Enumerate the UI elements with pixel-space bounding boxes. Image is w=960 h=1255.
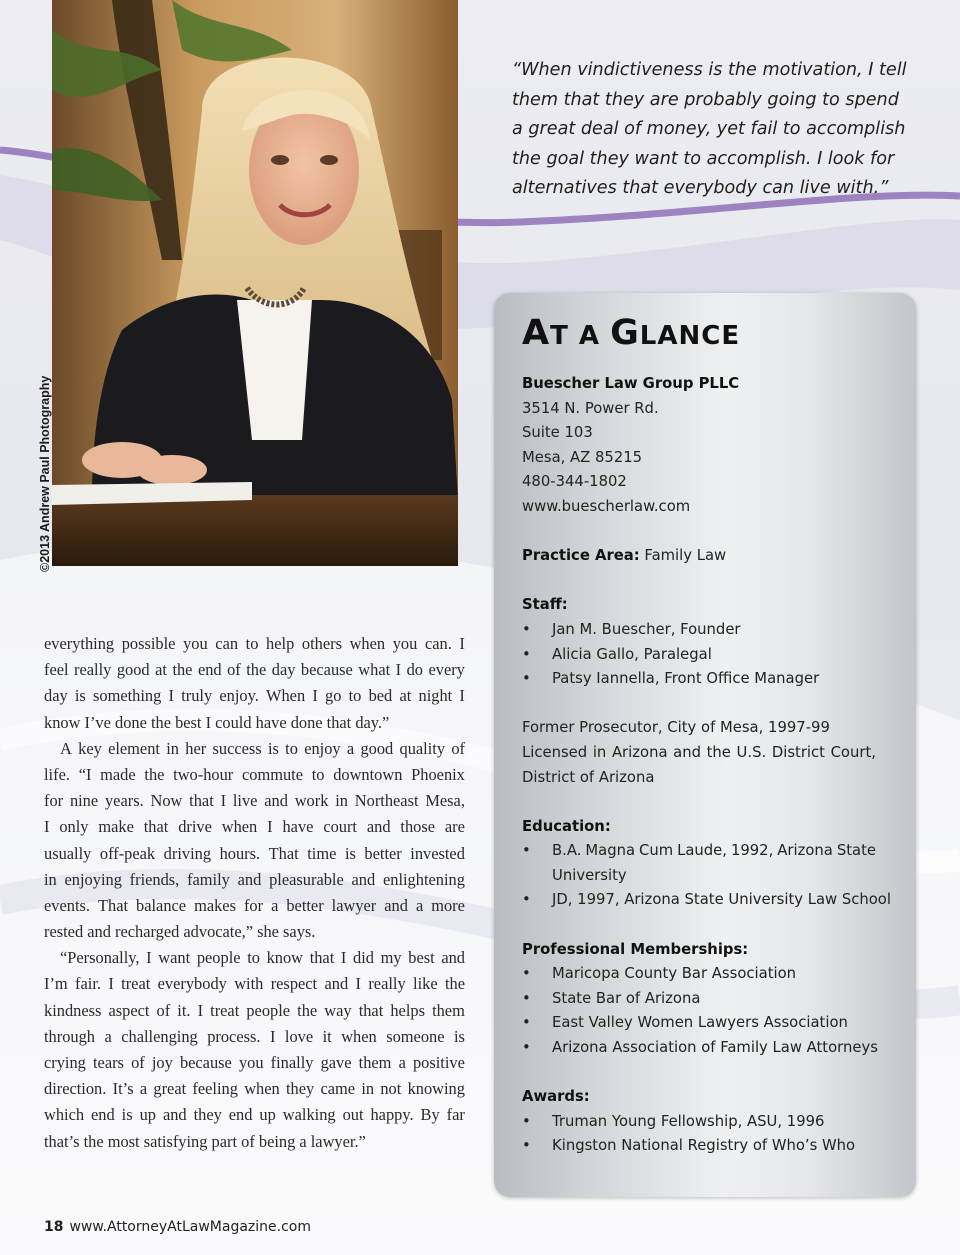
practice-area-label: Practice Area:: [522, 547, 640, 565]
word: treat: [210, 1000, 240, 1020]
word: of: [227, 660, 241, 680]
word: two-hour: [173, 764, 234, 784]
word: lawyer: [331, 895, 377, 915]
word: gave: [320, 1053, 352, 1072]
membership-item: Arizona Association of Family Law Attorneys: [552, 1039, 878, 1057]
word: and: [673, 743, 701, 761]
quote-line: them that they are probably going to spend: [512, 89, 899, 110]
word: bed: [368, 686, 393, 706]
word: Laude,: [677, 842, 727, 860]
word: feeling: [192, 1079, 238, 1099]
word: I: [197, 1000, 204, 1020]
word: can.: [424, 634, 452, 653]
word: to: [245, 634, 259, 653]
word: I: [146, 948, 152, 968]
word: good: [116, 660, 150, 680]
word: make: [98, 817, 134, 837]
word: for: [44, 791, 64, 811]
word: key: [78, 738, 102, 758]
word: Cum: [639, 842, 674, 860]
word: element: [108, 738, 160, 758]
word: because: [179, 1053, 232, 1072]
list-item-cont: [522, 864, 882, 889]
word: nine: [69, 791, 99, 811]
word: and: [384, 895, 408, 915]
word: life.: [44, 764, 70, 784]
word: Licensed: [522, 743, 588, 761]
word: challenging: [121, 1026, 198, 1046]
article-line: [44, 1050, 465, 1076]
word: U.S.: [736, 743, 767, 761]
word: that: [189, 791, 214, 811]
word: When: [266, 686, 306, 706]
word: what: [358, 660, 391, 680]
article-line: [44, 998, 465, 1024]
staff-item: Jan M. Buescher, Founder: [552, 620, 741, 638]
word: do: [406, 660, 423, 680]
article-line: know I’ve done the best I could have done that day.”: [44, 712, 390, 732]
word: “I: [78, 764, 92, 784]
word: I: [312, 686, 318, 706]
word: I: [459, 686, 465, 706]
word: downtown: [333, 764, 403, 784]
word: success: [212, 738, 262, 758]
word: of: [156, 1000, 171, 1020]
word: walking: [282, 1105, 336, 1125]
word: with: [234, 974, 264, 994]
practice-area-value: Family Law: [644, 547, 727, 565]
word: a: [415, 895, 424, 915]
word: By: [420, 1105, 440, 1125]
article-line: [44, 867, 465, 893]
word: way: [324, 1000, 352, 1020]
word: I: [395, 660, 402, 680]
word: is: [453, 1026, 465, 1046]
word: crying: [44, 1053, 86, 1072]
word: they: [193, 1105, 222, 1125]
word: and: [366, 817, 391, 837]
word: it: [322, 1026, 332, 1046]
list-item: • Patsy Iannella, Front Office Manager: [522, 670, 820, 688]
word: 1992,: [730, 842, 774, 860]
list-item: • Truman Young Fellowship, ASU, 1996: [522, 1112, 825, 1130]
word: family: [187, 869, 230, 889]
word: time: [307, 843, 337, 863]
word: people: [196, 948, 241, 968]
word: B.A.: [552, 842, 582, 860]
licensed-line: [522, 741, 876, 766]
glance-title: AT A GLANCE: [522, 313, 741, 353]
word: hours.: [219, 843, 261, 863]
licensed-line-cont: District of Arizona: [522, 768, 655, 786]
word: a: [139, 1079, 148, 1099]
quote-line: “When vindictiveness is the motivation, I tell: [512, 60, 907, 80]
word: fair.: [75, 974, 101, 994]
word: That: [268, 843, 299, 863]
word: the: [172, 660, 193, 680]
word: came: [320, 1079, 356, 1099]
word: positive: [412, 1053, 465, 1072]
word: in: [361, 1079, 375, 1099]
list-item: • East Valley Women Lawyers Association: [522, 1014, 848, 1032]
word: happy.: [370, 1105, 414, 1125]
word: and: [441, 948, 465, 968]
word: respect: [270, 974, 318, 994]
word: day: [44, 686, 68, 706]
word: driving: [163, 843, 212, 863]
membership-item: Maricopa County Bar Association: [552, 965, 797, 983]
word: at: [399, 686, 412, 706]
list-item: • Jan M. Buescher, Founder: [522, 620, 741, 638]
page-footer: [44, 1219, 311, 1235]
word: out: [342, 1105, 364, 1125]
article-line: [44, 945, 465, 971]
word: through: [44, 1026, 95, 1046]
prosecutor-line: Former Prosecutor, City of Mesa, 1997-99: [522, 719, 830, 737]
word: pleasurable: [269, 869, 344, 889]
education-label: Education:: [522, 817, 611, 835]
word: a: [398, 1053, 406, 1072]
word: is: [344, 843, 356, 863]
word: them: [358, 1053, 392, 1072]
word: “Personally,: [60, 948, 140, 968]
word: events.: [44, 895, 90, 915]
membership-item: East Valley Women Lawyers Association: [552, 1014, 848, 1032]
word: like: [413, 974, 438, 994]
education-item: [552, 839, 876, 864]
article-line: that’s the most satisfying part of being a lawyer.”: [44, 1131, 366, 1151]
word: end: [197, 660, 222, 680]
word: only: [59, 817, 89, 837]
phone-number: 480-344-1802: [522, 473, 627, 491]
word: every: [428, 660, 465, 680]
list-item: • Kingston National Registry of Who’s Who: [522, 1137, 856, 1155]
word: you: [183, 634, 208, 653]
word: finally: [270, 1053, 314, 1072]
word: not: [380, 1079, 402, 1099]
word: a: [271, 895, 279, 915]
word: and: [324, 974, 349, 994]
article-line: [44, 841, 465, 867]
article-line: [44, 814, 465, 840]
word: day: [271, 660, 296, 680]
word: in: [166, 738, 179, 758]
word: someone: [386, 1026, 445, 1046]
quote-line: a great deal of money, yet fail to accomplish: [512, 119, 906, 140]
article-line: [44, 1076, 465, 1102]
award-item: Truman Young Fellowship, ASU, 1996: [552, 1112, 825, 1130]
word: I: [340, 948, 347, 968]
word: those: [400, 817, 436, 837]
word: up: [139, 1105, 156, 1125]
word: makes: [194, 895, 236, 915]
word: because: [300, 660, 353, 680]
article-line: [44, 631, 465, 657]
word: when: [221, 817, 258, 837]
word: are: [444, 817, 465, 837]
word: direction.: [44, 1079, 107, 1099]
list-item: • JD, 1997, Arizona State University Law School: [522, 891, 891, 909]
staff-label: Staff:: [522, 596, 568, 614]
city-line: Mesa, AZ 85215: [522, 448, 643, 466]
word: A: [60, 738, 72, 758]
word: that: [358, 1000, 384, 1020]
word: made: [100, 764, 136, 784]
word: and: [237, 869, 262, 889]
article-line: [44, 762, 465, 788]
word: quality: [399, 738, 446, 758]
word: I: [168, 686, 174, 706]
word: commute: [241, 764, 303, 784]
word: love: [284, 1026, 314, 1046]
word: Phoenix: [411, 764, 465, 784]
quote-line: alternatives that everybody can live with.”: [512, 178, 889, 199]
word: more: [431, 895, 465, 915]
word: State: [836, 842, 876, 860]
word: her: [185, 738, 207, 758]
word: of: [131, 1053, 145, 1072]
address-line: Suite 103: [522, 424, 593, 442]
word: process.: [207, 1026, 261, 1046]
word: when: [349, 634, 386, 653]
word: years.: [104, 791, 144, 811]
education-item-cont: University: [552, 866, 627, 884]
word: I: [355, 974, 361, 994]
word: I: [44, 817, 50, 837]
word: enjoy.: [219, 686, 259, 706]
word: I: [108, 974, 114, 994]
word: want: [158, 948, 191, 968]
word: the: [444, 974, 465, 994]
word: really: [368, 974, 406, 994]
word: balance: [136, 895, 187, 915]
word: night: [418, 686, 453, 706]
article-line: [44, 1102, 465, 1128]
at-a-glance-box: [494, 293, 916, 1197]
word: enlightening: [382, 869, 465, 889]
quote-line: the goal they want to accomplish. I look for: [512, 148, 895, 169]
word: them: [432, 1000, 465, 1020]
word: is: [121, 1105, 133, 1125]
word: better: [286, 895, 324, 915]
word: It’s: [112, 1079, 134, 1099]
article-line: [44, 657, 465, 683]
glance-body: [522, 372, 891, 1159]
word: work: [294, 791, 329, 811]
word: invested: [410, 843, 465, 863]
award-item: Kingston National Registry of Who’s Who: [552, 1137, 856, 1155]
word: feel: [44, 660, 69, 680]
address-line: 3514 N. Power Rd.: [522, 399, 659, 417]
article-line: [44, 683, 465, 709]
word: knowing: [407, 1079, 465, 1099]
word: helps: [390, 1000, 425, 1020]
word: for: [243, 895, 264, 915]
word: others: [301, 634, 342, 653]
word: off-peak: [99, 843, 156, 863]
list-item: • State Bar of Arizona: [522, 989, 701, 1007]
word: enjoying: [64, 869, 122, 889]
word: court: [323, 817, 357, 837]
word: my: [380, 948, 402, 968]
staff-item: Alicia Gallo, Paralegal: [552, 645, 712, 663]
word: good: [360, 738, 394, 758]
word: far: [446, 1105, 465, 1125]
portrait-illustration: [52, 0, 458, 566]
word: Northeast: [354, 791, 419, 811]
word: the: [706, 743, 731, 761]
word: tears: [93, 1053, 124, 1072]
word: help: [266, 634, 295, 653]
word: have: [282, 817, 314, 837]
word: District: [771, 743, 825, 761]
word: Court,: [830, 743, 876, 761]
word: friends,: [129, 869, 180, 889]
article-line: [44, 736, 465, 762]
word: I: [220, 791, 227, 811]
word: go: [325, 686, 342, 706]
memberships-label: Professional Memberships:: [522, 940, 749, 958]
word: in: [592, 743, 607, 761]
list-item: • Alicia Gallo, Paralegal: [522, 645, 712, 663]
pull-quote: [512, 56, 922, 204]
word: of: [451, 738, 465, 758]
word: possible: [121, 634, 176, 653]
word: everything: [44, 634, 115, 653]
word: usually: [44, 843, 92, 863]
page-number: 18: [44, 1219, 64, 1235]
word: I: [267, 817, 273, 837]
article-line: [44, 971, 465, 997]
word: something: [93, 686, 162, 706]
word: that: [309, 948, 335, 968]
word: to: [348, 686, 362, 706]
word: the: [297, 1000, 318, 1020]
word: and: [162, 1105, 187, 1125]
article-line: rested and recharged advocate,” she says.: [44, 922, 316, 942]
word: Mesa,: [425, 791, 465, 811]
word: know: [266, 948, 304, 968]
word: and: [351, 869, 376, 889]
word: I: [269, 1026, 276, 1046]
word: they: [285, 1079, 315, 1099]
word: aspect: [108, 1000, 150, 1020]
word: to: [311, 764, 325, 784]
article-body: [44, 631, 465, 1155]
list-item: • Arizona Association of Family Law Attorneys: [522, 1039, 878, 1057]
word: great: [153, 1079, 187, 1099]
word: enjoy: [304, 738, 341, 758]
word: I: [459, 634, 465, 653]
staff-item: Patsy Iannella, Front Office Manager: [552, 670, 820, 688]
word: when: [341, 1026, 377, 1046]
word: that: [143, 817, 169, 837]
word: up: [259, 1105, 276, 1125]
word: to: [247, 948, 260, 968]
membership-item: State Bar of Arizona: [552, 989, 701, 1007]
word: everybody: [157, 974, 227, 994]
education-item: JD, 1997, Arizona State University Law School: [552, 891, 891, 909]
awards-label: Awards:: [522, 1088, 590, 1106]
word: treat: [121, 974, 151, 994]
word: joy: [151, 1053, 173, 1072]
word: Magna: [585, 842, 636, 860]
word: did: [353, 948, 374, 968]
word: you: [392, 634, 418, 653]
word: the: [246, 660, 267, 680]
word: drive: [178, 817, 212, 837]
article-line: [44, 788, 465, 814]
word: when: [244, 1079, 280, 1099]
list-item: • Maricopa County Bar Association: [522, 965, 797, 983]
portrait-photo: [52, 0, 458, 566]
word: in: [335, 791, 348, 811]
word: kindness: [44, 1000, 102, 1020]
word: end: [91, 1105, 115, 1125]
word: Now: [150, 791, 183, 811]
word: Arizona: [777, 842, 833, 860]
word: which: [44, 1105, 85, 1125]
photo-credit: ©2013 Andrew Paul Photography: [38, 375, 52, 572]
word: and: [264, 791, 288, 811]
word: is: [74, 686, 86, 706]
word: a: [346, 738, 355, 758]
word: a: [104, 1026, 112, 1046]
website-link[interactable]: www.buescherlaw.com: [522, 497, 691, 515]
word: best: [408, 948, 435, 968]
word: it.: [177, 1000, 191, 1020]
word: end: [228, 1105, 253, 1125]
word: Arizona: [611, 743, 668, 761]
word: really: [74, 660, 112, 680]
word: is: [267, 738, 279, 758]
word: live: [232, 791, 258, 811]
footer-url[interactable]: www.AttorneyAtLawMagazine.com: [69, 1219, 312, 1235]
word: better: [364, 843, 402, 863]
word: in: [44, 869, 57, 889]
word: I’m: [44, 974, 68, 994]
word: can: [215, 634, 239, 653]
word: to: [285, 738, 298, 758]
article-line: [44, 893, 465, 919]
firm-name: Buescher Law Group PLLC: [522, 375, 740, 392]
word: people: [246, 1000, 291, 1020]
word: truly: [181, 686, 213, 706]
word: you: [238, 1053, 264, 1072]
list-item: • B.A. Magna Cum Laude, 1992, Arizona State: [522, 839, 882, 864]
word: the: [144, 764, 165, 784]
word: That: [97, 895, 129, 915]
word: at: [155, 660, 167, 680]
article-line: [44, 1024, 465, 1050]
